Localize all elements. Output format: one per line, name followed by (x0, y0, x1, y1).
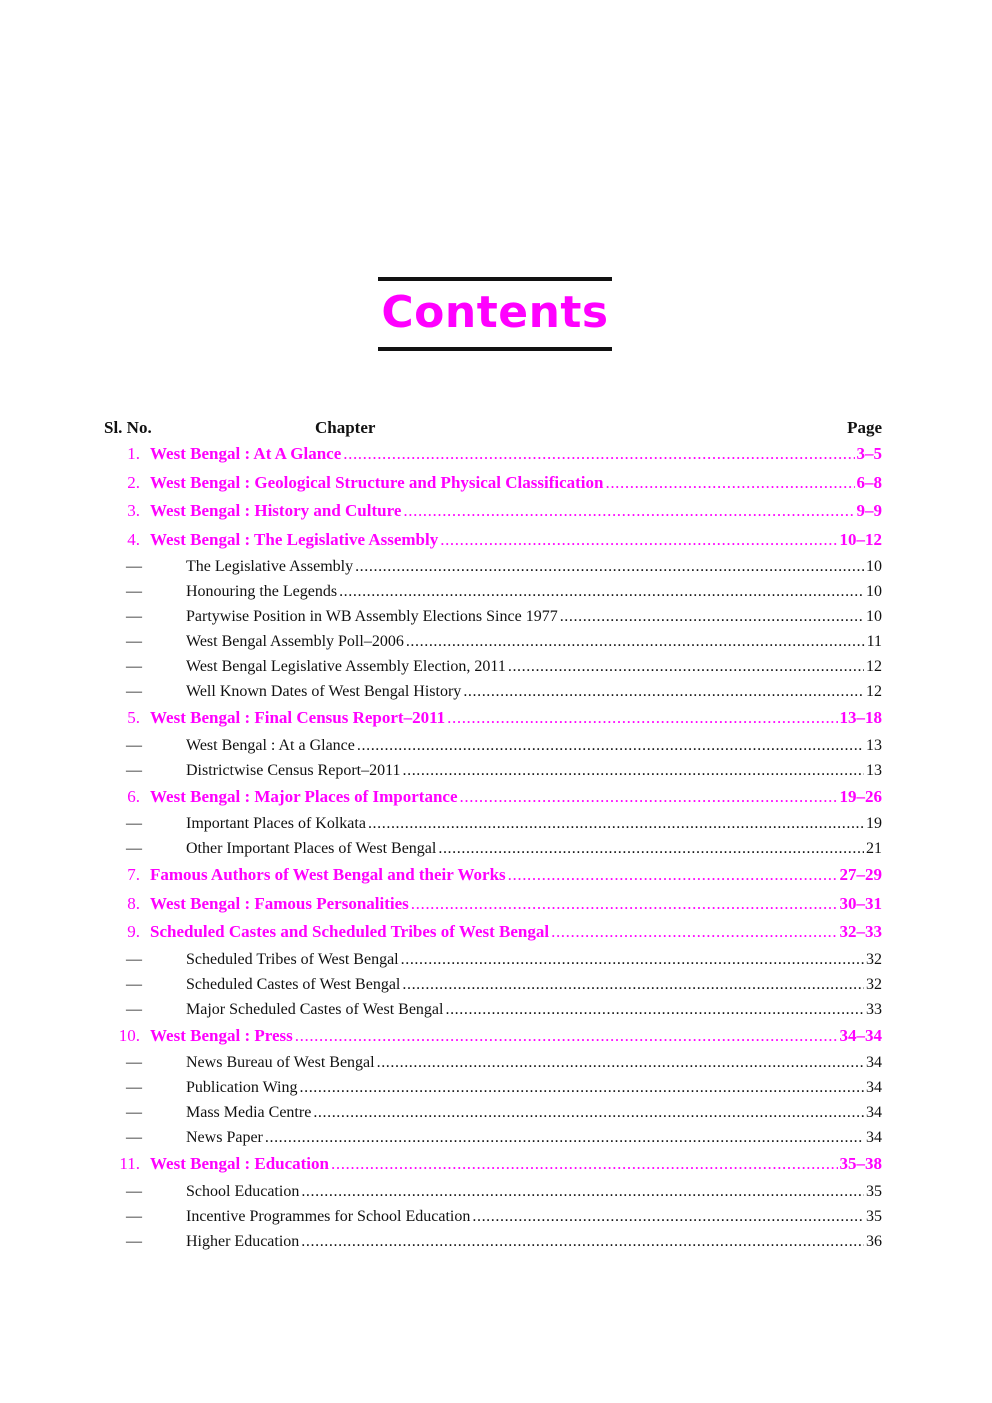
toc-header (104, 418, 882, 444)
chapter-title: West Bengal : Education (150, 1154, 329, 1173)
subentry-dash: — (126, 761, 142, 779)
toc-chapter-row[interactable] (104, 787, 882, 816)
toc-chapter-row[interactable] (104, 1154, 882, 1183)
subentry-dash: — (126, 1232, 142, 1250)
toc-subentry-row[interactable] (104, 951, 882, 976)
chapter-title: Famous Authors of West Bengal and their Works (150, 865, 506, 884)
subentry-title: West Bengal Assembly Poll–2006 (186, 633, 404, 650)
chapter-title: West Bengal : Famous Personalities (150, 893, 409, 913)
toc-chapter-row[interactable] (104, 1026, 882, 1055)
leader-dots (313, 1104, 864, 1122)
subentry-dash: — (126, 608, 142, 625)
leader-dots (301, 1233, 864, 1251)
leader-dots (406, 633, 865, 651)
subentry-dash: — (126, 583, 142, 600)
subentry-dash: — (126, 815, 142, 832)
leader-dots (265, 1129, 864, 1147)
subentry-title: News Paper (186, 1129, 263, 1146)
toc-subentry-row[interactable] (104, 815, 882, 840)
subentry-title: News Bureau of West Bengal (186, 1054, 375, 1071)
subentry-dash: — (126, 683, 142, 700)
page-number: 19 (866, 815, 882, 832)
toc-subentry-row[interactable] (104, 762, 882, 787)
toc-subentry-row[interactable] (104, 1079, 882, 1104)
subentry-title: Important Places of Kolkata (186, 815, 366, 832)
page-number: 34–34 (839, 1025, 882, 1045)
chapter-title: West Bengal : Geological Structure and Physical Classification (150, 472, 604, 492)
chapter-number: 9. (127, 922, 140, 941)
chapter-number: 2. (127, 472, 140, 492)
subentry-dash: — (126, 633, 142, 650)
chapter-title: West Bengal : The Legislative Assembly (150, 529, 439, 549)
subentry-dash: — (126, 950, 142, 968)
chapter-title: West Bengal : Major Places of Importance (150, 786, 458, 806)
page-number: 11 (866, 633, 882, 650)
page-number: 33 (866, 1000, 882, 1018)
page-number: 10 (866, 583, 882, 600)
page-number: 32 (866, 950, 882, 968)
page-number: 32 (866, 975, 882, 993)
leader-dots (339, 583, 864, 601)
subentry-title: Scheduled Tribes of West Bengal (186, 950, 399, 968)
leader-dots (447, 708, 837, 728)
toc-rows (104, 444, 882, 1258)
subentry-title: School Education (186, 1182, 300, 1200)
page-number: 13–18 (839, 708, 882, 727)
page-number: 6–8 (856, 472, 882, 492)
toc-subentry-row[interactable] (104, 658, 882, 683)
page-number: 30–31 (839, 893, 882, 913)
page-number: 10 (866, 558, 882, 575)
leader-dots (403, 501, 854, 521)
leader-dots (605, 473, 854, 493)
subentry-dash: — (126, 975, 142, 993)
leader-dots (472, 1208, 864, 1226)
subentry-dash: — (126, 840, 142, 857)
chapter-number: 1. (127, 444, 140, 463)
page-number: 34 (866, 1129, 882, 1146)
subentry-dash: — (126, 736, 142, 754)
subentry-dash: — (126, 1054, 142, 1071)
chapter-number: 5. (127, 708, 140, 727)
header-sl-no: Sl. No. (104, 418, 152, 437)
leader-dots (401, 951, 864, 969)
page-number: 12 (866, 683, 882, 700)
leader-dots (301, 1183, 864, 1201)
toc-subentry-row[interactable] (104, 633, 882, 658)
leader-dots (403, 762, 865, 780)
leader-dots (295, 1026, 838, 1046)
toc-chapter-row[interactable] (104, 922, 882, 951)
chapter-number: 8. (127, 893, 140, 913)
chapter-number: 7. (127, 865, 140, 884)
header-page: Page (847, 418, 882, 437)
toc-subentry-row[interactable] (104, 840, 882, 865)
chapter-number: 4. (127, 529, 140, 549)
subentry-title: Scheduled Castes of West Bengal (186, 975, 401, 993)
leader-dots (445, 1001, 864, 1019)
chapter-number: 6. (127, 786, 140, 806)
subentry-dash: — (126, 1079, 142, 1096)
subentry-title: West Bengal : At a Glance (186, 736, 355, 754)
page-number: 34 (866, 1104, 882, 1121)
toc-subentry-row[interactable] (104, 1233, 882, 1258)
leader-dots (402, 976, 864, 994)
page-number: 36 (866, 1232, 882, 1250)
subentry-dash: — (126, 1104, 142, 1121)
leader-dots (355, 558, 864, 576)
leader-dots (463, 683, 864, 701)
toc-subentry-row[interactable] (104, 683, 882, 708)
leader-dots (343, 444, 854, 464)
subentry-dash: — (126, 1129, 142, 1146)
chapter-title: West Bengal : Final Census Report–2011 (150, 708, 446, 727)
leader-dots (508, 865, 838, 885)
page-number: 13 (866, 736, 882, 754)
leader-dots (560, 608, 864, 626)
page-title: Contents (381, 287, 609, 338)
toc-subentry-row[interactable] (104, 583, 882, 608)
leader-dots (357, 737, 864, 755)
toc-subentry-row[interactable] (104, 1183, 882, 1208)
title-block (378, 277, 612, 351)
subentry-dash: — (126, 1207, 142, 1225)
subentry-title: Other Important Places of West Bengal (186, 840, 437, 857)
page-number: 21 (866, 840, 882, 857)
page-number: 27–29 (839, 865, 882, 884)
page-number: 35 (866, 1207, 882, 1225)
subentry-title: Partywise Position in WB Assembly Elections Since 1977 (186, 608, 558, 625)
subentry-dash: — (126, 558, 142, 575)
page-number: 34 (866, 1079, 882, 1096)
page-number: 10–12 (839, 529, 882, 549)
chapter-title: West Bengal : At A Glance (150, 444, 342, 463)
toc-chapter-row[interactable] (104, 708, 882, 737)
subentry-title: The Legislative Assembly (186, 558, 354, 575)
toc-subentry-row[interactable] (104, 558, 882, 583)
toc-chapter-row[interactable] (104, 473, 882, 502)
leader-dots (438, 840, 864, 858)
chapter-title: West Bengal : History and Culture (150, 501, 402, 520)
leader-dots (300, 1079, 865, 1097)
page-number: 13 (866, 761, 882, 779)
table-of-contents (104, 418, 882, 1258)
chapter-number: 11. (119, 1154, 140, 1173)
subentry-dash: — (126, 1000, 142, 1018)
toc-chapter-row[interactable] (104, 894, 882, 923)
leader-dots (411, 894, 838, 914)
toc-subentry-row[interactable] (104, 608, 882, 633)
subentry-title: Incentive Programmes for School Education (186, 1207, 471, 1225)
subentry-title: Honouring the Legends (186, 583, 338, 600)
toc-subentry-row[interactable] (104, 737, 882, 762)
leader-dots (377, 1054, 864, 1072)
subentry-dash: — (126, 658, 142, 675)
leader-dots (368, 815, 864, 833)
chapter-number: 3. (127, 501, 140, 520)
subentry-title: West Bengal Legislative Assembly Election, 2011 (186, 658, 506, 675)
page-number: 35 (866, 1182, 882, 1200)
toc-chapter-row[interactable] (104, 530, 882, 559)
toc-chapter-row[interactable] (104, 865, 882, 894)
page-number: 34 (866, 1054, 882, 1071)
subentry-title: Well Known Dates of West Bengal History (186, 683, 462, 700)
page-number: 35–38 (839, 1154, 882, 1173)
subentry-title: Districtwise Census Report–2011 (186, 761, 401, 779)
toc-subentry-row[interactable] (104, 1129, 882, 1154)
toc-subentry-row[interactable] (104, 1054, 882, 1079)
toc-subentry-row[interactable] (104, 976, 882, 1001)
toc-subentry-row[interactable] (104, 1208, 882, 1233)
toc-subentry-row[interactable] (104, 1001, 882, 1026)
subentry-title: Publication Wing (186, 1079, 298, 1096)
subentry-dash: — (126, 1182, 142, 1200)
leader-dots (331, 1154, 838, 1174)
page-number: 10 (866, 608, 882, 625)
toc-chapter-row[interactable] (104, 501, 882, 530)
header-chapter: Chapter (315, 418, 376, 437)
page-number: 9–9 (856, 501, 882, 520)
page-number: 12 (866, 658, 882, 675)
toc-chapter-row[interactable] (104, 444, 882, 473)
page-number: 3–5 (856, 444, 882, 463)
chapter-title: Scheduled Castes and Scheduled Tribes of West Bengal (150, 922, 550, 941)
title-bottom-rule (378, 347, 612, 351)
leader-dots (551, 922, 837, 942)
leader-dots (508, 658, 864, 676)
leader-dots (460, 787, 838, 807)
subentry-title: Higher Education (186, 1232, 300, 1250)
subentry-title: Mass Media Centre (186, 1104, 312, 1121)
toc-subentry-row[interactable] (104, 1104, 882, 1129)
page-number: 19–26 (839, 786, 882, 806)
subentry-title: Major Scheduled Castes of West Bengal (186, 1000, 444, 1018)
page-number: 32–33 (839, 922, 882, 941)
leader-dots (440, 530, 837, 550)
chapter-number: 10. (118, 1025, 140, 1045)
chapter-title: West Bengal : Press (150, 1025, 293, 1045)
